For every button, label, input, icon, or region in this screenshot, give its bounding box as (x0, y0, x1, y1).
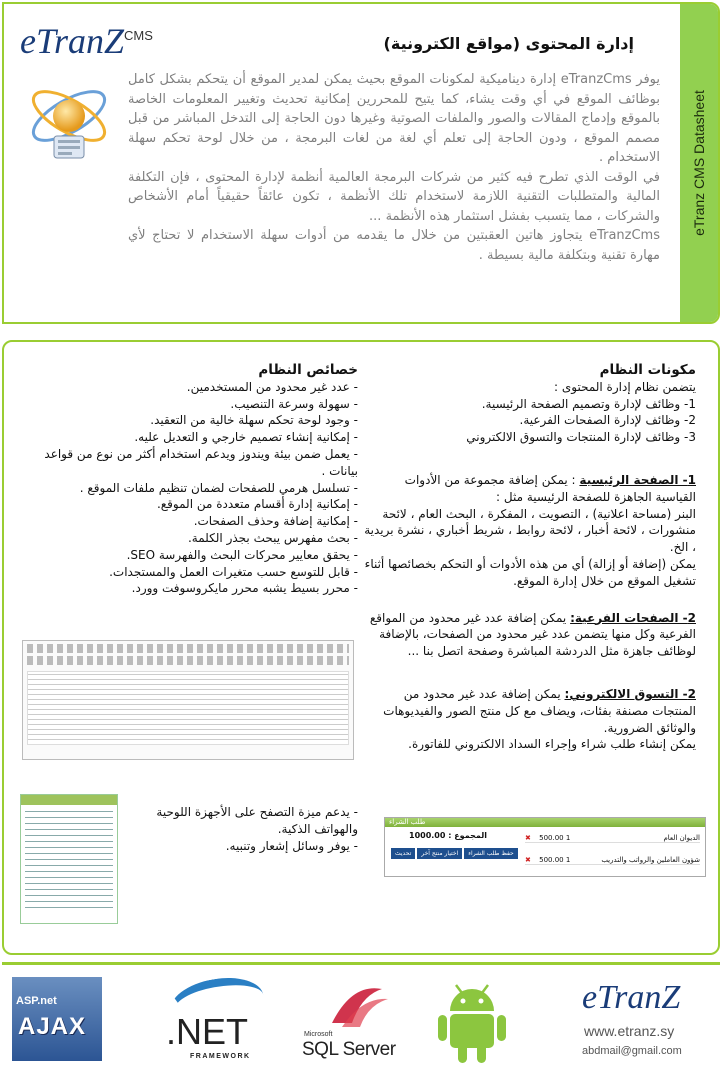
sql-server-icon (322, 983, 392, 1029)
components-column (364, 362, 696, 753)
sql-microsoft-text: Microsoft (304, 1031, 333, 1038)
dotnet-text: .NET (166, 1011, 249, 1052)
email-link[interactable]: abdmail@gmail.com (582, 1045, 682, 1057)
cart-total-label: المجموع : (448, 831, 487, 840)
home-title: 1- الصفحة الرئيسية (579, 472, 696, 487)
editor-content (27, 671, 349, 745)
header-panel (2, 2, 720, 324)
home-section (364, 472, 696, 506)
list-item: - يوفر وسائل إشعار وتنبيه. (225, 839, 358, 853)
home-text: : يمكن إضافة مجموعة من الأدوات القياسية الجاهزة للصفحة الرئيسية مثل : (404, 472, 696, 504)
cart-qty: 1 (565, 834, 571, 842)
home-note: يمكن (إضافة أو إزالة) أي من هذه الأدوات أو التحكم بخصائصها أثناء تشغيل الموقع من خلال إدارة الموقع. (364, 556, 696, 588)
components-heading: مكونات النظام (599, 362, 696, 378)
cart-total-value: 1000.00 (409, 831, 446, 840)
mobile-features-list (128, 804, 358, 855)
footer-logos (2, 962, 720, 1068)
mobile-content (25, 809, 113, 913)
dotnet-logo (162, 979, 272, 1063)
ajax-big-text: AJAX (18, 1013, 87, 1040)
intro-paragraph: في الوقت الذي تطرح فيه كثير من شركات البرمجة العالمية أنظمة لإدارة المحتوى ، فإن التكلفة المالية والمتطلبات التقنية اللازمة لاستخدام تلك الأنظمة ، تكون عائقاً حقيقياً أمام الأشخاص والشركات ، مما يتسبب بفشل استثمار هذه الأنظمة ... (128, 169, 660, 224)
list-item: - إمكانية إضافة وحذف الصفحات. (193, 514, 358, 529)
list-item: 2- وظائف لإدارة الصفحات الفرعية. (519, 413, 696, 428)
delete-icon[interactable]: ✖ (525, 834, 531, 842)
list-item: - وجود لوحة تحكم سهلة خالية من التعقيد. (150, 413, 358, 428)
cart-bar: طلب الشراء (385, 818, 705, 827)
intro-text (128, 70, 660, 265)
table-row (525, 834, 700, 843)
shop-note: يمكن إنشاء طلب شراء وإجراء السداد الالكتروني للفاتورة. (408, 737, 696, 752)
list-item: - محرر بسيط يشبه محرر مايكروسوفت وورد. (131, 581, 358, 596)
list-item: - يعمل ضمن بيئة ويندوز ويدعم استخدام أكثر من نوع من قواعد بيانات . (44, 446, 358, 478)
logo-text: eTranZ (20, 21, 125, 61)
cart-button[interactable]: اختيار منتج آخر (417, 848, 462, 859)
editor-toolbar (27, 656, 349, 665)
list-item: 1- وظائف لإدارة وتصميم الصفحة الرئيسية. (481, 396, 696, 411)
list-item: - يحقق معايير محركات البحث والفهرسة SEO. (126, 547, 358, 562)
etranz-logo (20, 20, 153, 62)
ajax-small-text: ASP.net (16, 995, 57, 1007)
mobile-features (128, 804, 358, 855)
list-item: - إمكانية إنشاء تصميم خارجي و التعديل عليه. (134, 430, 358, 445)
cart-screenshot (384, 817, 706, 877)
list-item: - إمكانية إدارة أقسام متعددة من الموقع. (156, 497, 358, 512)
side-label: eTranz CMS Datasheet (691, 90, 707, 236)
side-band (680, 4, 718, 322)
shop-title: 2- التسوق الالكتروني: (564, 686, 696, 701)
page-title: إدارة المحتوى (مواقع الكترونية) (383, 34, 634, 53)
features-heading: خصائص النظام (258, 362, 358, 378)
sql-server-logo (302, 983, 412, 1067)
sub-section (364, 610, 696, 660)
list-item: - يدعم ميزة التصفح على الأجهزة اللوحية والهواتف الذكية. (156, 805, 358, 836)
cart-price: 500.00 (539, 856, 564, 864)
cart-qty: 1 (565, 856, 571, 864)
sub-text: يمكن إضافة عدد غير محدود من المواقع الفرعية وكل منها يتضمن عدد غير محدود من الصفحات، بالإضافة لوظائف جاهزة مثل الدردشة المباشرة وصفحة اتصل بنا ... (369, 610, 696, 659)
website-link[interactable]: www.etranz.sy (584, 1023, 675, 1039)
cart-item-name: شؤون العاملين والرواتب والتدريب (601, 856, 700, 864)
features-list (38, 379, 358, 597)
editor-toolbar (27, 644, 349, 653)
brand-text: eTranZ (582, 979, 681, 1016)
dotnet-framework-text: FRAMEWORK (190, 1053, 251, 1060)
mobile-header-bar (21, 795, 117, 805)
list-item: - قابل للتوسع حسب متغيرات العمل والمستجدات. (109, 564, 358, 579)
shop-text: يمكن إضافة عدد غير محدود من المنتجات مصنفة بفئات، ويضاف مع كل منتج الصور والفيديوهات والوثائق الضرورية. (383, 686, 696, 735)
cart-button[interactable]: تحديث (391, 848, 415, 859)
intro-paragraph: eTranzCms يتجاوز هاتين العقبتين من خلال ما يقدمه من أدوات سهلة الاستخدام لا تحتاج لأي مهارة تقنية وبتكلفة مالية بسيطة . (128, 228, 660, 263)
delete-icon[interactable]: ✖ (525, 856, 531, 864)
logo-sup: CMS (124, 28, 153, 43)
list-item: - تسلسل هرمي للصفحات لضمان تنظيم ملفات الموقع . (79, 480, 358, 495)
editor-screenshot (22, 640, 354, 760)
details-panel (2, 340, 720, 955)
cart-buttons (391, 848, 520, 859)
home-tools: البنر (مساحة اعلانية) ، التصويت ، المفكرة ، البحث العام ، لائحة منشورات ، لائحة أخبار ، لائحة روابط ، شريط أخباري ، نشرة بريدية ، الخ. (364, 506, 696, 555)
list-item: - عدد غير محدود من المستخدمين. (186, 379, 358, 394)
sql-server-text: SQL Server (302, 1039, 396, 1060)
aspnet-ajax-logo (12, 977, 102, 1061)
list-item: 3- وظائف لإدارة المنتجات والتسوق الالكتروني (466, 430, 696, 445)
components-list (364, 396, 696, 446)
etranz-footer-logo (574, 979, 714, 1065)
shop-section (364, 686, 696, 736)
components-intro: يتضمن نظام إدارة المحتوى : (554, 379, 696, 394)
cart-button[interactable]: حفظ طلب الشراء (464, 848, 518, 859)
list-item: - بحث مفهرس يبحث بجذر الكلمة. (187, 530, 358, 545)
sub-title: 2- الصفحات الفرعية: (570, 610, 696, 625)
cart-item-name: الديوان العام (663, 834, 700, 842)
android-icon (432, 979, 512, 1065)
cart-price: 500.00 (539, 834, 564, 842)
cms-globe-icon (26, 74, 112, 164)
table-row (525, 856, 700, 865)
cart-total (409, 831, 487, 840)
list-item: - سهولة وسرعة التنصيب. (230, 396, 358, 411)
mobile-screenshot (20, 794, 118, 924)
features-column (38, 362, 358, 597)
intro-paragraph: يوفر eTranzCms إدارة ديناميكية لمكونات الموقع بحيث يمكن لمدير الموقع أن يتحكم بشكل كامل بوظائف الموقع في أي وقت يشاء، كما يتيح للمحررين إمكانية تحديث وتغيير المعلومات الخاصة بالموقع وإدماج المقالات والصور والملفات الصوتية وغيرها دون الحاجة إلى التدخل المباشر من قبل مصمم الموقع ، ودون الحاجة إلى تعلم أي لغة من لغات البرمجة ، من خلال لوحة تحكم سهلة الاستخدام . (128, 72, 660, 165)
